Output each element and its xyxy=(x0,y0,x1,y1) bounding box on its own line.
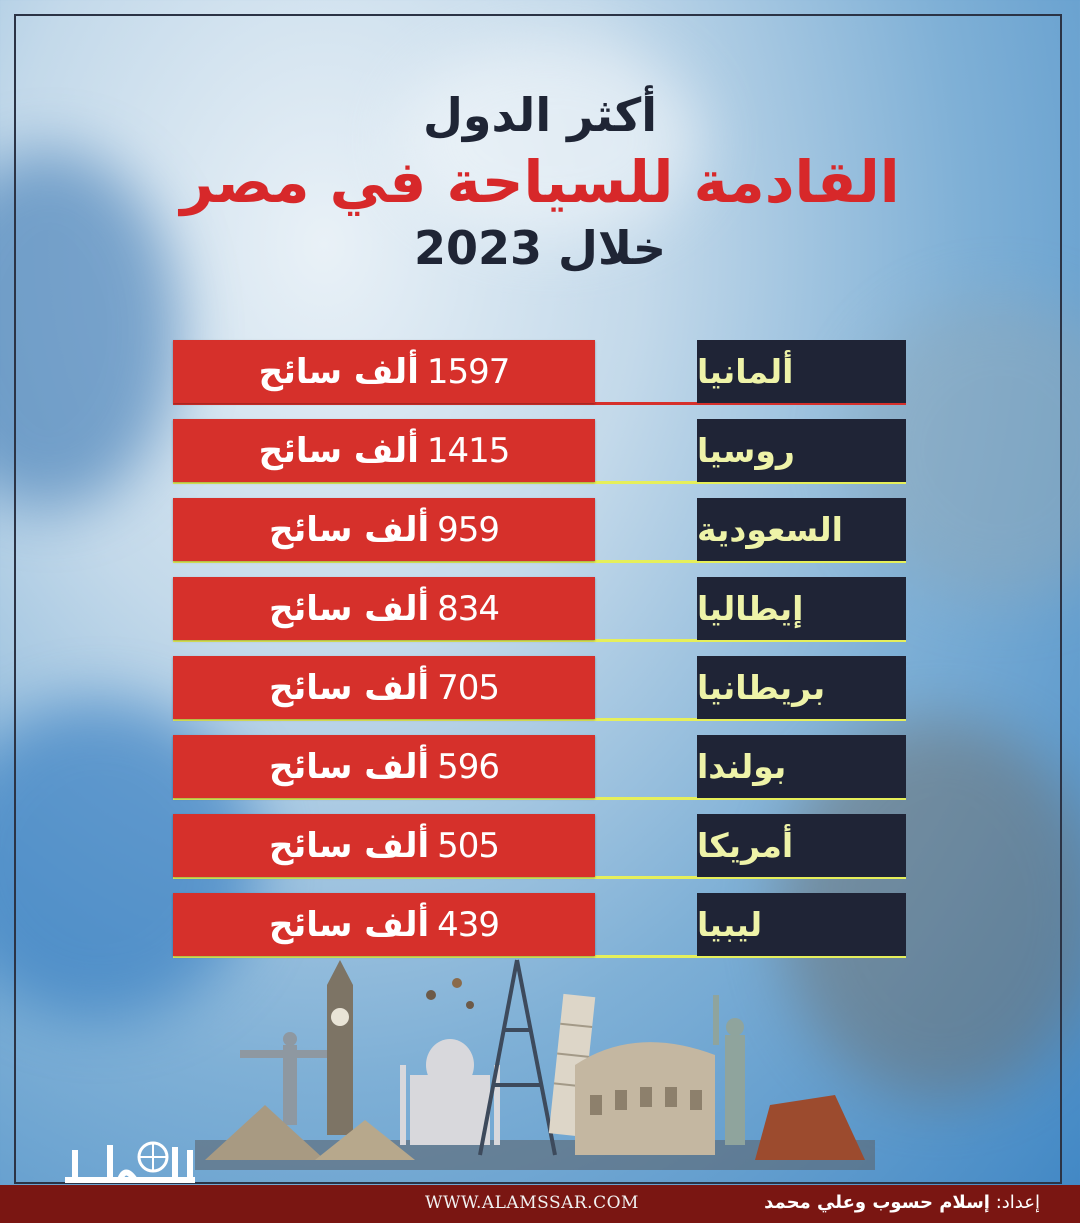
value-number: 834 xyxy=(437,588,500,629)
world-landmarks-illustration xyxy=(195,955,875,1170)
country-label: إيطاليا xyxy=(697,577,906,640)
value-unit: ألف سائح xyxy=(268,509,430,550)
value-bar xyxy=(173,498,595,561)
value-bar xyxy=(173,577,595,640)
footer-bar xyxy=(0,1185,1080,1223)
value-unit: ألف سائح xyxy=(268,904,430,945)
chart-row xyxy=(173,893,906,958)
value-bar xyxy=(173,656,595,719)
country-label: روسيا xyxy=(697,419,906,482)
value-unit: ألف سائح xyxy=(258,351,419,392)
value-unit: ألف سائح xyxy=(268,667,430,708)
chart-row xyxy=(173,814,906,879)
chart-row xyxy=(173,498,906,563)
country-label: أمريكا xyxy=(697,814,906,877)
value-number: 705 xyxy=(437,667,500,708)
title-block xyxy=(0,85,1080,277)
credit-role: إعداد: xyxy=(995,1192,1040,1213)
value-number: 505 xyxy=(437,825,500,866)
credit-text xyxy=(764,1192,1040,1213)
country-label: بريطانيا xyxy=(697,656,906,719)
website-url[interactable]: WWW.ALAMSSAR.COM xyxy=(425,1193,639,1213)
credit-names: إسلام حسوب وعلي محمد xyxy=(764,1192,990,1213)
title-line-3: خلال 2023 xyxy=(413,221,667,275)
chart-row xyxy=(173,419,906,484)
value-unit: ألف سائح xyxy=(268,588,430,629)
value-unit: ألف سائح xyxy=(258,430,419,471)
value-bar xyxy=(173,735,595,798)
value-number: 439 xyxy=(437,904,500,945)
value-unit: ألف سائح xyxy=(268,746,430,787)
chart-row xyxy=(173,577,906,642)
chart-row xyxy=(173,656,906,721)
value-number: 1415 xyxy=(426,430,510,471)
country-label: بولندا xyxy=(697,735,906,798)
country-label: السعودية xyxy=(697,498,906,561)
value-bar xyxy=(173,893,595,956)
chart-row xyxy=(173,735,906,800)
chart-row xyxy=(173,340,906,405)
title-line-1: أكثر الدول xyxy=(422,88,658,142)
value-bar xyxy=(173,814,595,877)
value-number: 596 xyxy=(437,746,500,787)
value-bar xyxy=(173,419,595,482)
value-bar xyxy=(173,340,595,403)
value-number: 959 xyxy=(437,509,500,550)
value-unit: ألف سائح xyxy=(268,825,430,866)
value-number: 1597 xyxy=(426,351,510,392)
title-line-2: القادمة للسياحة في مصر xyxy=(180,148,900,216)
country-label: ليبيا xyxy=(697,893,906,956)
country-label: ألمانيا xyxy=(697,340,906,403)
